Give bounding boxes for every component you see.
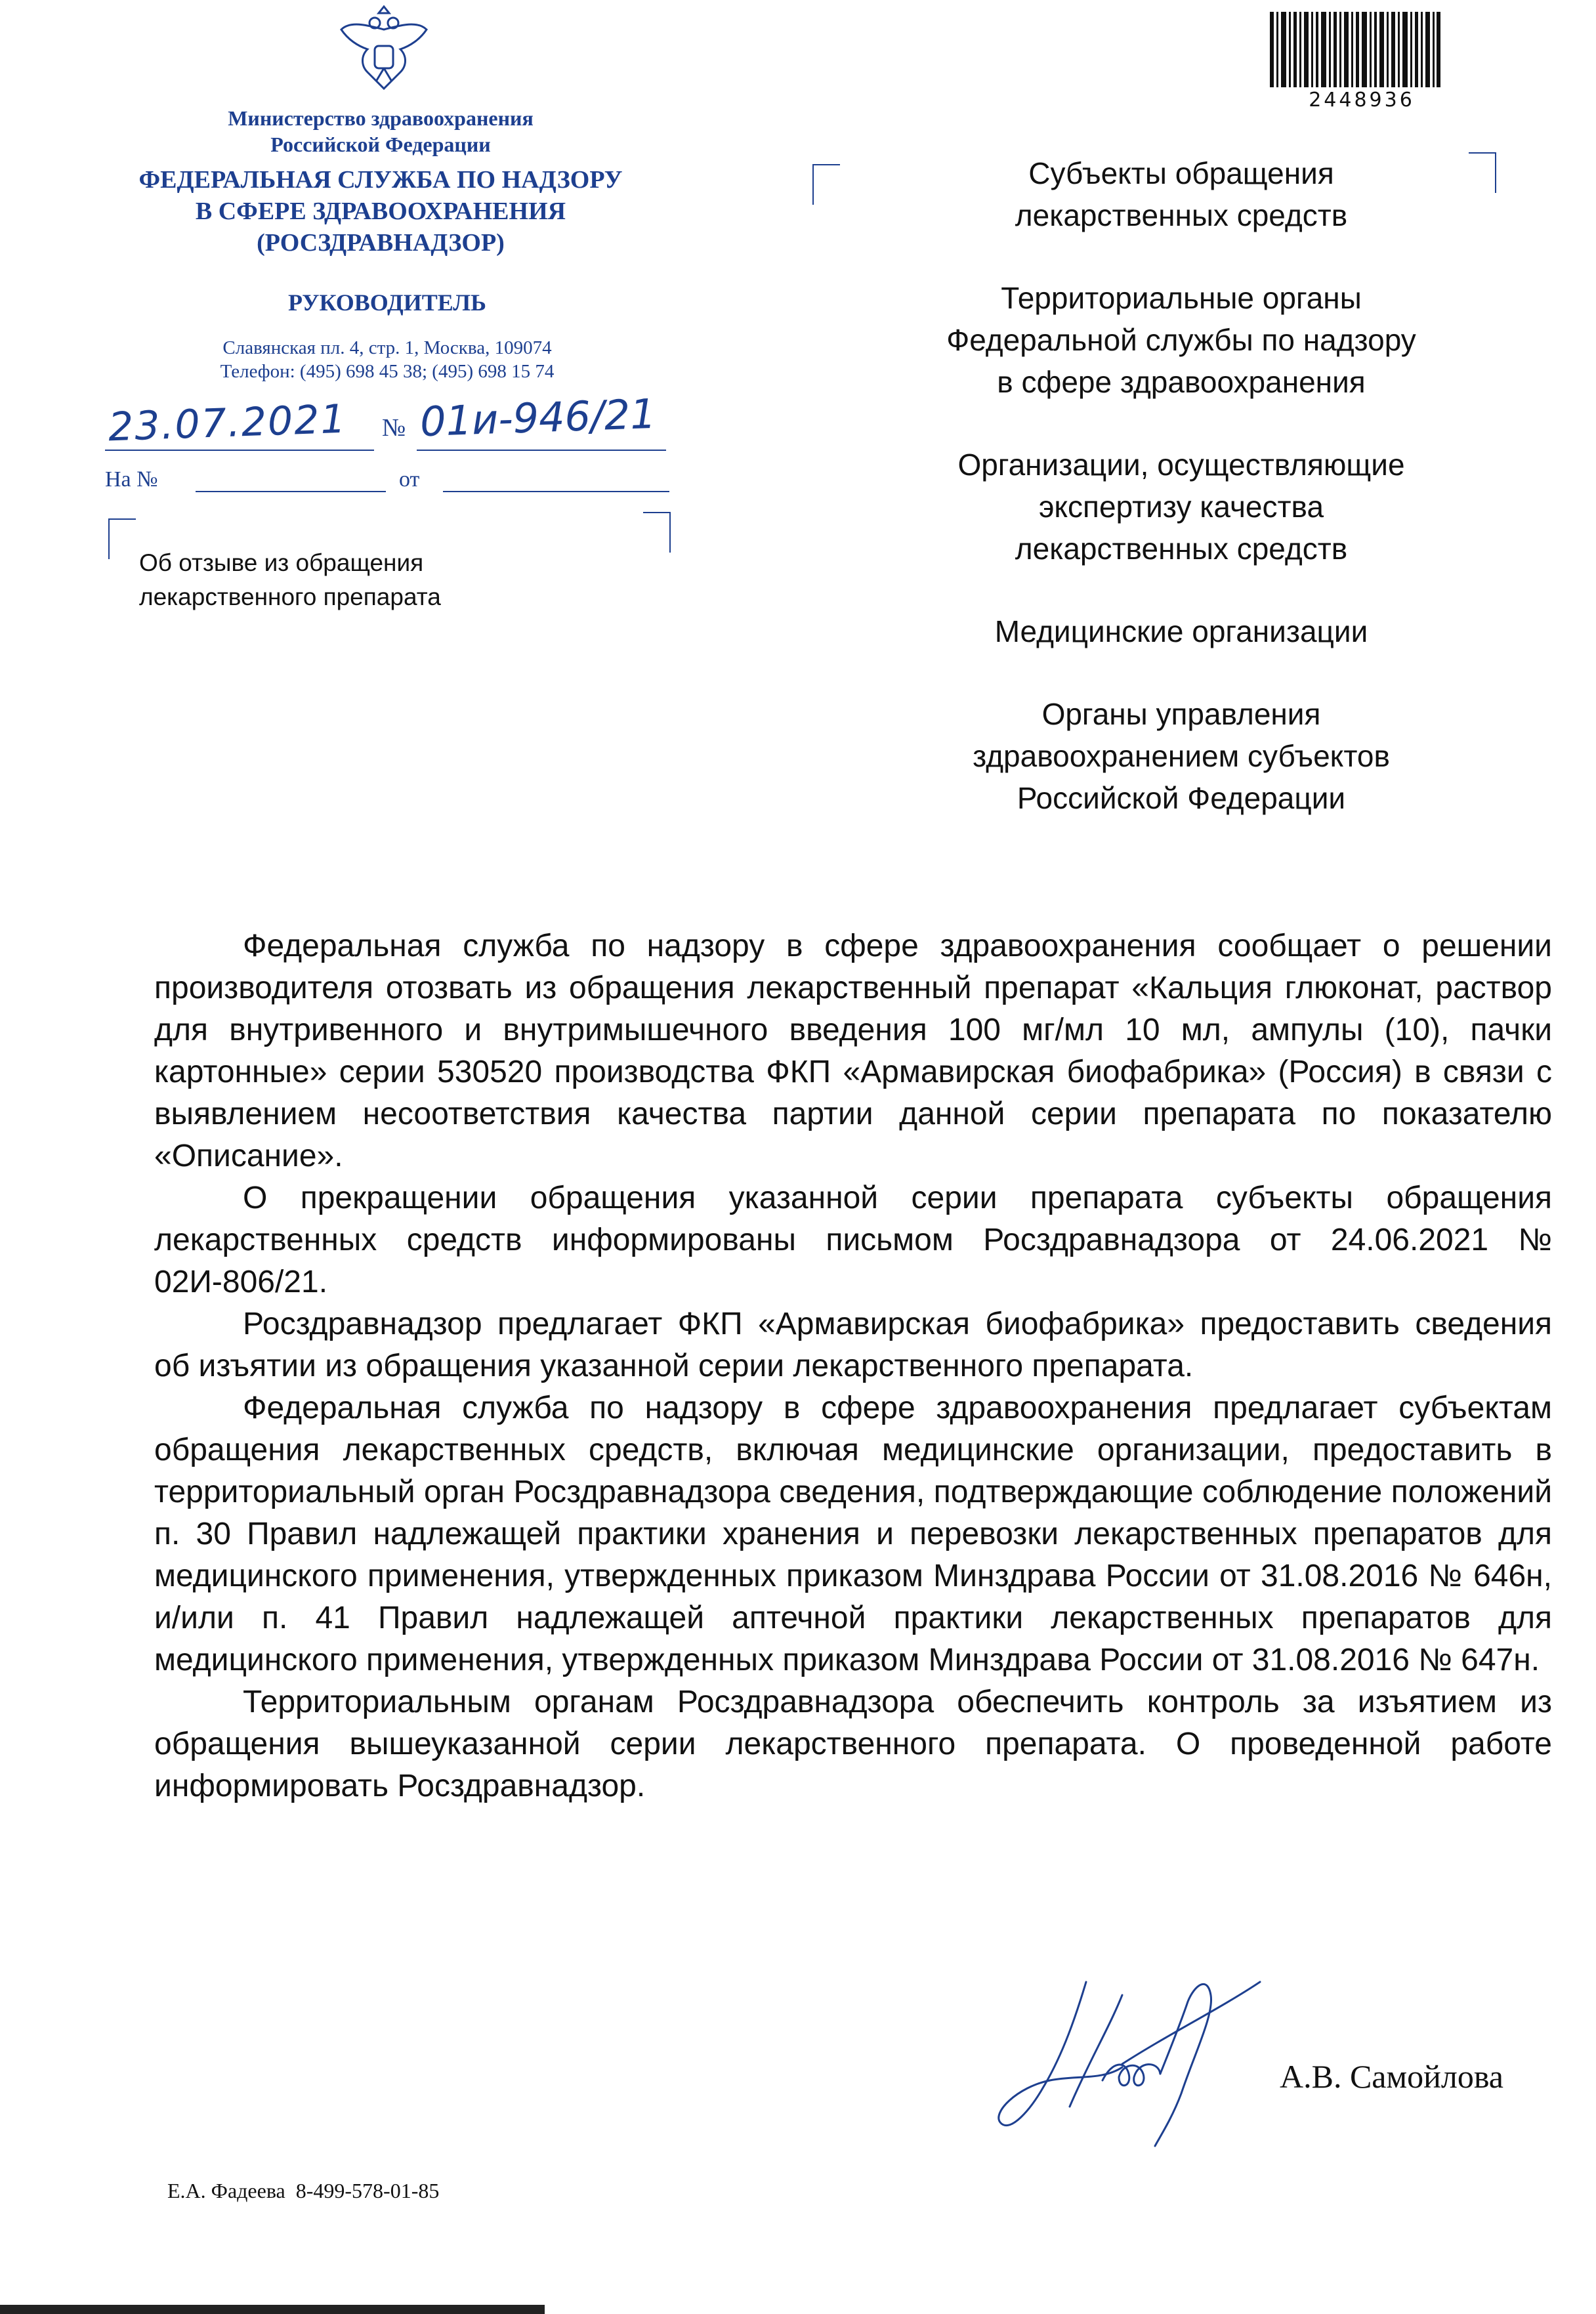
service-name: ФЕДЕРАЛЬНАЯ СЛУЖБА ПО НАДЗОРУ В СФЕРЕ ЗДРАВООХРАНЕНИЯ (РОСЗДРАВНАДЗОР)	[138, 166, 623, 257]
signer-name: А.В. Самойлова	[1280, 2058, 1503, 2095]
barcode-number: 2448936	[1309, 89, 1415, 112]
registration-number-line	[417, 450, 666, 451]
body-paragraph: Территориальным органам Росздравнадзора обеспечить контроль за изъятием из обращения вышеуказанной серии лекарственного препарата. О проведенной работе информировать Росздравнадзор.	[154, 1685, 1552, 1803]
organization-address: Славянская пл. 4, стр. 1, Москва, 109074 Телефон: (495) 698 45 38; (495) 698 15 74	[220, 337, 555, 382]
scan-edge-bar	[0, 2305, 545, 2314]
executor-contact: Е.А. Фадеева 8-499-578-01-85	[167, 2179, 440, 2202]
addressee-list	[853, 152, 1509, 860]
body-paragraph: О прекращении обращения указанной серии препарата субъекты обращения лекарственных средств информированы письмом Росздравнадзора от 24.06.2021 № 02И-806/21.	[154, 1181, 1552, 1299]
letter-subject: Об отзыве из обращения лекарственного препарата	[139, 549, 441, 610]
coat-of-arms-emblem	[331, 0, 436, 98]
reference-date-line	[443, 491, 669, 492]
registration-number: 01и-946/21	[419, 389, 657, 446]
reference-date-label: от	[399, 467, 420, 492]
head-title: РУКОВОДИТЕЛЬ	[288, 289, 486, 316]
registration-number-sign: №	[382, 414, 406, 442]
letter-body	[154, 925, 1552, 1807]
body-paragraph: Федеральная служба по надзору в сфере здравоохранения сообщает о решении производителя отозвать из обращения лекарственный препарат «Кальция глюконат, раствор для внутривенного и внутримышечного введения 100 мг/мл 10 мл, ампулы (10), пачки картонные» серии 530520 производства ФКП «Армавирская биофабрика» (Россия) в связи с выявлением несоответствия качества партии данной серии препарата по показателю «Описание».	[154, 929, 1552, 1173]
reference-number-label: На №	[105, 467, 158, 492]
handwritten-signature	[971, 1956, 1286, 2153]
addressee-item: Территориальные органы Федеральной службы по надзору в сфере здравоохранения	[946, 281, 1416, 399]
body-paragraph: Росздравнадзор предлагает ФКП «Армавирская биофабрика» предоставить сведения об изъятии из обращения указанной серии лекарственного препарата.	[154, 1307, 1552, 1383]
registration-date-line	[105, 450, 374, 451]
body-paragraph: Федеральная служба по надзору в сфере здравоохранения предлагает субъектам обращения лекарственных средств, включая медицинские организации, предоставить в территориальный орган Росздравнадзора сведения, подтверждающие соблюдение положений п. 30 Правил надлежащей практики хранения и перевозки лекарственных препаратов для медицинского применения, утвержденных приказом Минздрава России от 31.08.2016 № 646н, и/или п. 41 Правил надлежащей аптечной практики лекарственных препаратов для медицинского применения, утвержденных приказом Минздрава России от 31.08.2016 № 647н.	[154, 1391, 1552, 1677]
addressee-item: Органы управления здравоохранением субъектов Российской Федерации	[973, 697, 1390, 815]
registration-date: 23.07.2021	[107, 396, 348, 451]
ministry-name: Министерство здравоохранения Российской Федерации	[228, 106, 534, 156]
reference-number-line	[196, 491, 386, 492]
addressee-item: Организации, осуществляющие экспертизу качества лекарственных средств	[957, 448, 1405, 566]
addressee-bracket-left	[812, 164, 840, 205]
addressee-item: Медицинские организации	[994, 614, 1368, 648]
subject-bracket-right	[643, 512, 671, 553]
addressee-item: Субъекты обращения лекарственных средств	[1015, 156, 1348, 232]
barcode	[1270, 12, 1440, 87]
subject-bracket-left	[108, 518, 136, 559]
